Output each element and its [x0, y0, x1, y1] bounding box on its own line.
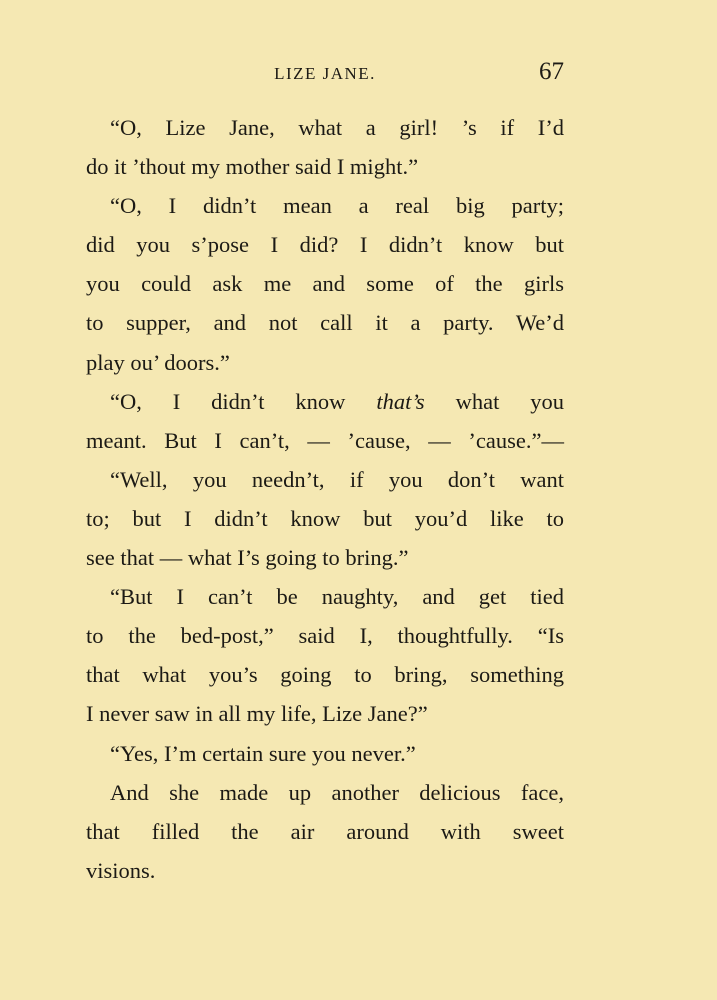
text-line: to; but I didn’t know but you’d like to: [86, 505, 564, 531]
running-head: [86, 58, 564, 90]
text-line: visions.: [86, 857, 156, 883]
text-line: “O, Lize Jane, what a girl! ’s if I’d: [110, 115, 564, 140]
emphasis: that’s: [376, 388, 425, 414]
text-line: to supper, and not call it a party. We’d: [86, 310, 564, 336]
text-line: “O, I didn’t know that’s what you: [110, 388, 564, 414]
text-line: I never saw in all my life, Lize Jane?”: [86, 701, 428, 727]
text-line: play ou’ doors.”: [86, 349, 230, 375]
text-line: that what you’s going to bring, something: [86, 662, 564, 688]
text-line: “O, I didn’t mean a real big party;: [110, 193, 564, 219]
running-title: LIZE JANE.: [274, 64, 376, 83]
text-line: to the bed-post,” said I, thoughtfully. “Is: [86, 623, 564, 649]
text-line: do it ’thout my mother said I might.”: [86, 154, 419, 180]
text-line: “But I can’t be naughty, and get tied: [110, 584, 564, 610]
text-line: “Yes, I’m certain sure you never.”: [110, 740, 416, 766]
text-line: that filled the air around with sweet: [86, 818, 564, 844]
page-number: 67: [539, 58, 564, 85]
text-line: you could ask me and some of the girls: [86, 271, 564, 297]
text-line: “Well, you needn’t, if you don’t want: [110, 466, 564, 492]
text-line: did you s’pose I did? I didn’t know but: [86, 232, 564, 258]
text-line: And she made up another delicious face,: [110, 779, 564, 805]
text-line: meant. But I can’t, — ’cause, — ’cause.”—: [86, 427, 564, 453]
body-text: [86, 108, 564, 890]
text-line: see that — what I’s going to bring.”: [86, 545, 409, 571]
